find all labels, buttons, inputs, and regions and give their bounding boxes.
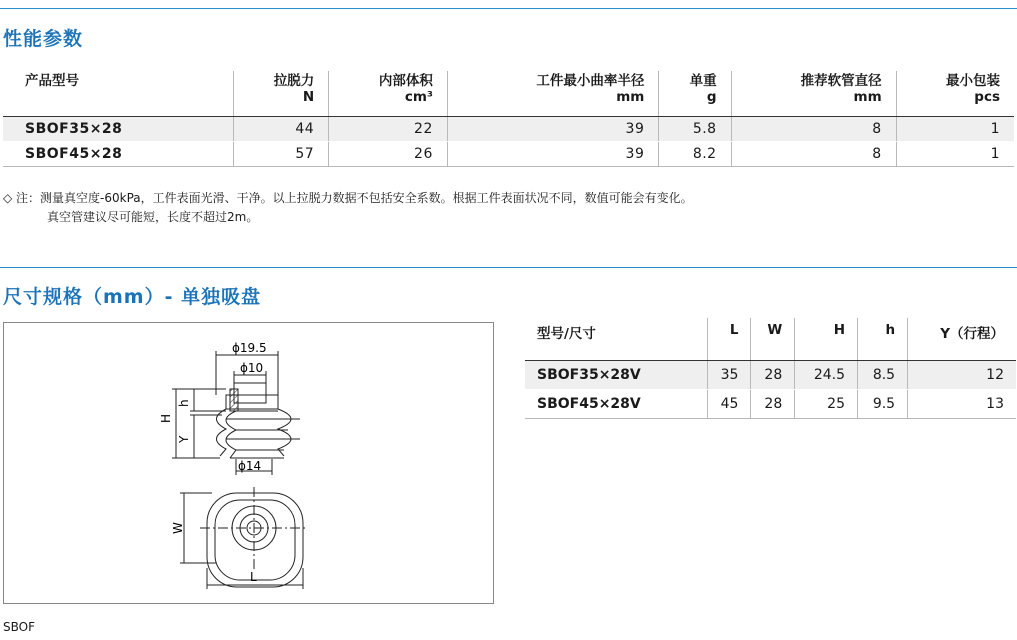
- table-row: [3, 117, 1014, 142]
- cell-Y: 13: [908, 390, 1016, 419]
- note-block: [3, 189, 693, 227]
- cell-H: 25: [795, 390, 858, 419]
- dim-d1-label: ϕ19.5: [232, 341, 267, 355]
- cell-min-package: 1: [896, 142, 1014, 167]
- dim-Y-label: Y: [177, 435, 191, 443]
- top-divider: [0, 8, 1017, 9]
- header-Y-stroke: Y（行程）: [908, 318, 1016, 361]
- dim-d2-label: ϕ10: [240, 361, 264, 375]
- table-row: [525, 390, 1016, 419]
- header-weight: 单重 g: [659, 71, 731, 117]
- header-hose-diameter: 推荐软管直径 mm: [731, 71, 896, 117]
- dimensions-table: [525, 318, 1016, 419]
- header-internal-volume: 内部体积 cm³: [329, 71, 448, 117]
- cell-L: 35: [707, 361, 751, 390]
- cell-min-package: 1: [896, 117, 1014, 142]
- cell-h: 8.5: [858, 361, 908, 390]
- cell-hose-diameter: 8: [731, 142, 896, 167]
- cell-pull-force: 57: [233, 142, 328, 167]
- section-title-performance: 性能参数: [3, 28, 84, 50]
- cell-internal-volume: 26: [329, 142, 448, 167]
- cell-model: SBOF45×28V: [525, 390, 707, 419]
- dim-h-label: h: [177, 399, 191, 407]
- dim-H-label: H: [159, 413, 173, 423]
- cell-min-curvature-radius: 39: [447, 117, 659, 142]
- top-view: [180, 487, 308, 589]
- cell-h: 9.5: [858, 390, 908, 419]
- cell-H: 24.5: [795, 361, 858, 390]
- section-divider: [0, 267, 1017, 268]
- cell-Y: 12: [908, 361, 1016, 390]
- header-L: L: [707, 318, 751, 361]
- section-title-dimensions: 尺寸规格（mm）- 单独吸盘: [3, 286, 262, 308]
- cell-model: SBOF35×28: [3, 117, 233, 142]
- header-h: h: [858, 318, 908, 361]
- note-line-1: ◇ 注：测量真空度-60kPa，工件表面光滑、干净。以上拉脱力数据不包括安全系数。根据工件表面状况不同，数值可能会有变化。: [3, 191, 693, 205]
- cell-hose-diameter: 8: [731, 117, 896, 142]
- header-min-package: 最小包装 pcs: [896, 71, 1014, 117]
- dim-L-label: L: [250, 570, 257, 584]
- cell-W: 28: [751, 361, 795, 390]
- cell-weight: 5.8: [659, 117, 731, 142]
- header-model: 产品型号: [3, 71, 233, 117]
- header-pull-force: 拉脱力 N: [233, 71, 328, 117]
- note-line-2: 真空管建议尽可能短，长度不超过2m。: [47, 210, 259, 224]
- cell-internal-volume: 22: [329, 117, 448, 142]
- table-header-row: [525, 318, 1016, 361]
- drawing-caption: SBOF: [3, 620, 35, 634]
- table-row: [3, 142, 1014, 167]
- cell-weight: 8.2: [659, 142, 731, 167]
- header-model-size: 型号/尺寸: [525, 318, 707, 361]
- cell-W: 28: [751, 390, 795, 419]
- technical-drawing-panel: [3, 322, 494, 604]
- table-header-row: [3, 71, 1014, 117]
- suction-cup-drawing: [4, 323, 493, 603]
- header-min-curvature-radius: 工件最小曲率半径 mm: [447, 71, 659, 117]
- cell-pull-force: 44: [233, 117, 328, 142]
- performance-table: [3, 71, 1014, 167]
- dim-d3-label: ϕ14: [238, 459, 262, 473]
- dim-W-label: W: [171, 522, 185, 534]
- cell-min-curvature-radius: 39: [447, 142, 659, 167]
- cell-model: SBOF35×28V: [525, 361, 707, 390]
- header-W: W: [751, 318, 795, 361]
- table-row: [525, 361, 1016, 390]
- cell-model: SBOF45×28: [3, 142, 233, 167]
- side-view: [172, 351, 300, 475]
- cell-L: 45: [707, 390, 751, 419]
- header-H: H: [795, 318, 858, 361]
